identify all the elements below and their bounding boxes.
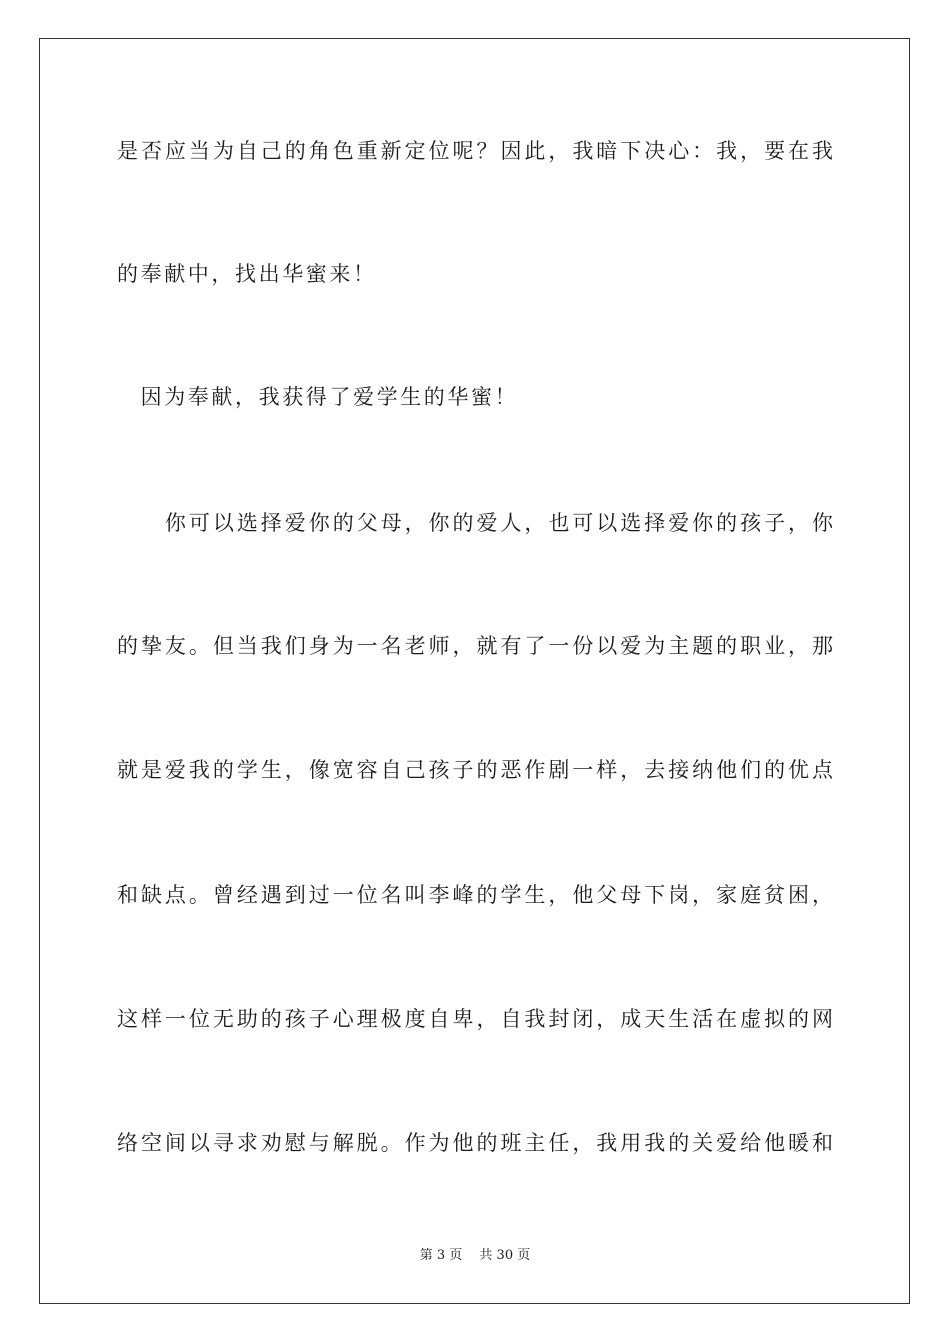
body-text-line: 络空间以寻求劝慰与解脱。作为他的班主任，我用我的关爱给他暖和 <box>117 1131 833 1155</box>
body-text-line: 因为奉献，我获得了爱学生的华蜜！ <box>117 385 519 409</box>
body-text-line: 你可以选择爱你的父母，你的爱人，也可以选择爱你的孩子，你 <box>117 511 833 535</box>
body-text-line: 就是爱我的学生，像宽容自己孩子的恶作剧一样，去接纳他们的优点 <box>117 758 833 782</box>
body-text-line: 和缺点。曾经遇到过一位名叫李峰的学生，他父母下岗，家庭贫困， <box>117 883 833 907</box>
body-text-line: 的奉献中，找出华蜜来！ <box>117 262 377 286</box>
page-number-footer: 第 3 页 共 30 页 <box>419 1248 531 1263</box>
page-border <box>39 38 910 1304</box>
body-text-line: 是否应当为自己的角色重新定位呢？因此，我暗下决心：我，要在我 <box>117 139 833 163</box>
body-text-line: 这样一位无助的孩子心理极度自卑，自我封闭，成天生活在虚拟的网 <box>117 1007 833 1031</box>
body-text-line: 的挚友。但当我们身为一名老师，就有了一份以爱为主题的职业，那 <box>117 634 833 658</box>
